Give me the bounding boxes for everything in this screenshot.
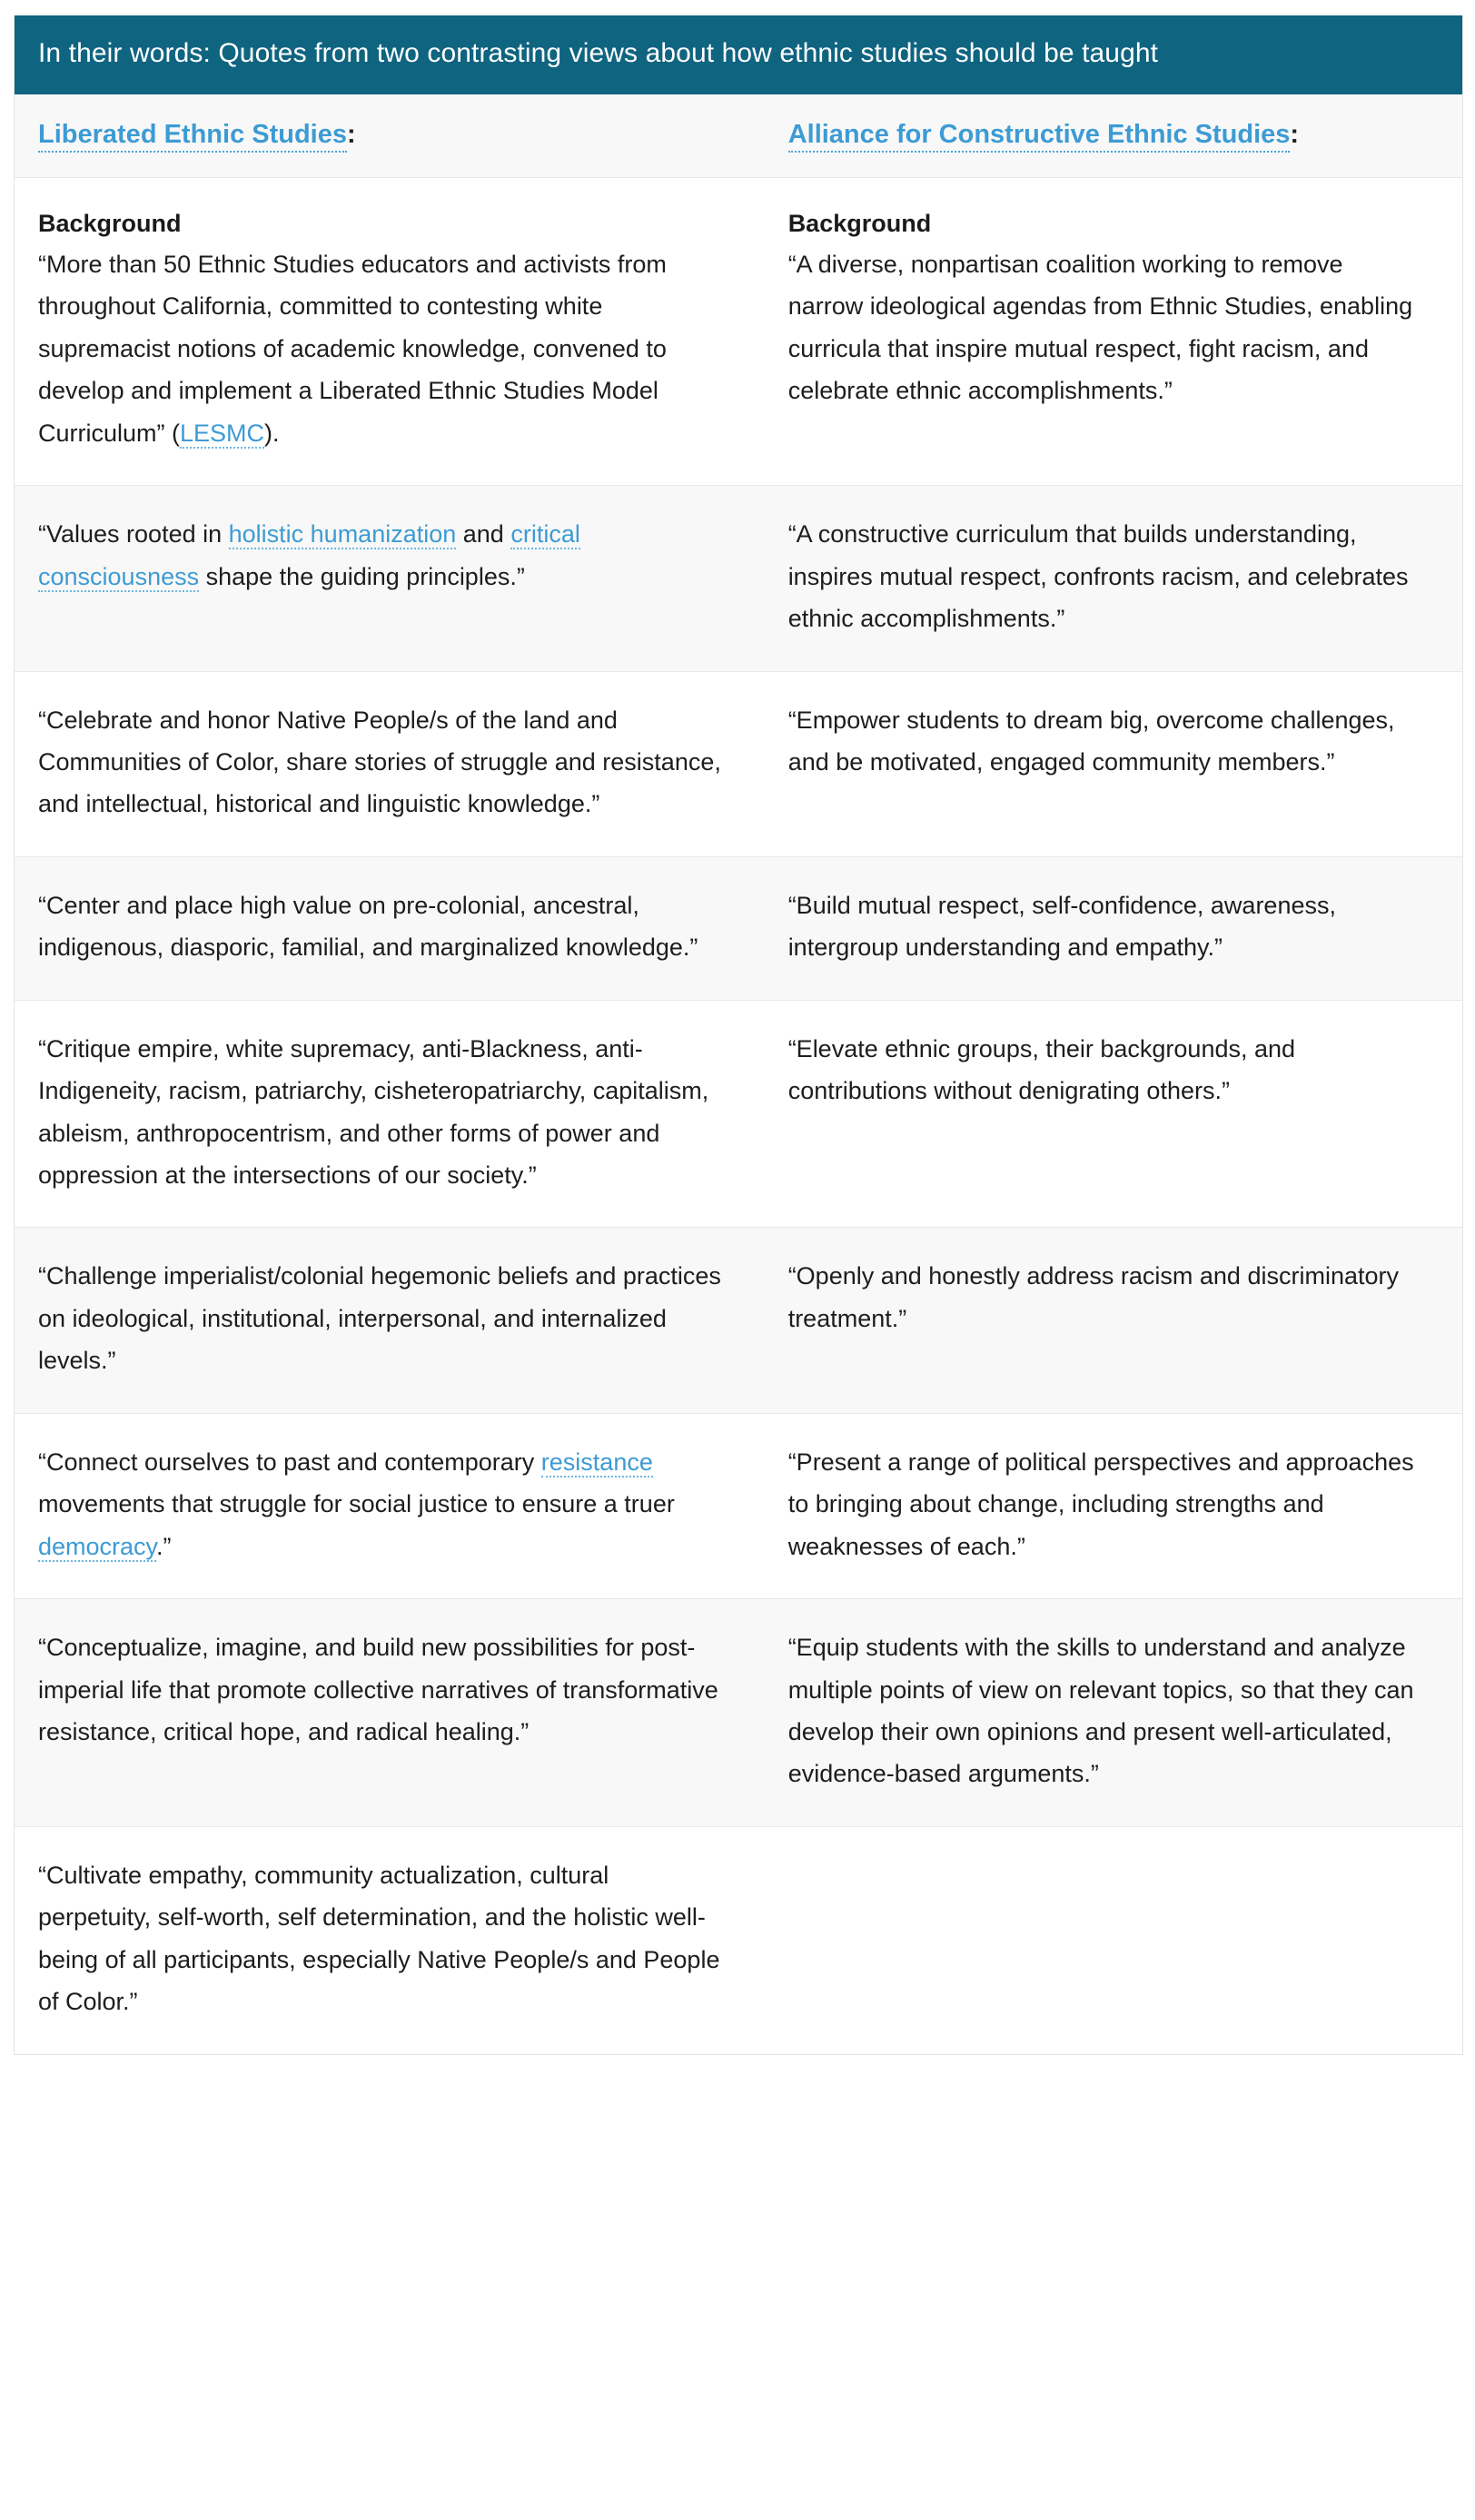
- quote-cell-text: [38, 1262, 721, 1374]
- quote-cell-left: [15, 1413, 765, 1598]
- quote-text-segment: “Celebrate and honor Native People/s of the land and Communities of Color, share stories of struggle and resistance, and intellectual, historical and linguistic knowledge.”: [38, 706, 721, 818]
- quote-text-segment: “Connect ourselves to past and contemporary: [38, 1448, 541, 1476]
- column-header-link-alliance-for-constructive-ethnic-studies[interactable]: Alliance for Constructive Ethnic Studies: [788, 120, 1291, 153]
- quote-cell-left: [15, 671, 765, 856]
- inline-link[interactable]: LESMC: [180, 419, 265, 447]
- quote-cell-text: [38, 1448, 675, 1562]
- quote-cell-text: [38, 892, 698, 961]
- quote-text-segment: “Elevate ethnic groups, their backgrounds, and contributions without denigrating others.”: [787, 1034, 1296, 1105]
- quote-cell-text: [38, 520, 580, 591]
- quote-text-segment: “Build mutual respect, self-confidence, awareness, intergroup understanding and empathy.”: [787, 891, 1336, 962]
- quote-text-segment: “Cultivate empathy, community actualization, cultural perpetuity, self-worth, self determination, and the holistic well-being of all participants, especially Native People/s and People of Color.”: [38, 1861, 720, 2016]
- quote-cell-text: [38, 1862, 719, 2015]
- quote-cell-right: [765, 486, 1462, 671]
- quote-cell-right: [765, 1000, 1462, 1228]
- quote-text-segment: “Equip students with the skills to understand and analyze multiple points of view on relevant topics, so that they can develop their own opinions and present well-articulated, evidence-based arguments.”: [787, 1634, 1414, 1788]
- column-header-colon-left: :: [347, 119, 356, 149]
- table-banner-title: In their words: Quotes from two contrasting views about how ethnic studies should be taught: [15, 15, 1462, 94]
- quote-cell-left: [15, 1599, 765, 1827]
- quote-text-segment: “Values rooted in: [38, 520, 229, 548]
- table-body: [15, 177, 1462, 2054]
- quote-text-segment: shape the guiding principles.”: [199, 562, 525, 590]
- quote-cell-text: [788, 892, 1336, 961]
- quote-text-segment: “Present a range of political perspectives and approaches to bringing about change, including strengths and weaknesses of each.”: [787, 1448, 1414, 1560]
- quote-cell-left: [15, 177, 765, 486]
- table-row: [15, 1599, 1462, 1827]
- quote-cell-text: [38, 707, 721, 818]
- table-row: [15, 1826, 1462, 2053]
- inline-link[interactable]: democracy: [38, 1532, 157, 1560]
- table-row: [15, 1228, 1462, 1413]
- quote-cell-right: [765, 856, 1462, 1000]
- table-header-row: [15, 94, 1462, 178]
- quote-text-segment: “A constructive curriculum that builds understanding, inspires mutual respect, confronts racism, and celebrates ethnic accomplishments.”: [787, 520, 1409, 633]
- quote-text-segment: “Critique empire, white supremacy, anti-Blackness, anti-Indigeneity, racism, patriarchy, cisheteropatriarchy, capitalism, ableism, anthropocentrism, and other forms of power and oppression at the intersections of our society.”: [38, 1034, 709, 1189]
- quote-cell-right: [765, 1599, 1462, 1827]
- table-row: [15, 1413, 1462, 1598]
- table-header: [15, 94, 1462, 178]
- table-row: [15, 856, 1462, 1000]
- table-row: [15, 671, 1462, 856]
- table-row: [15, 1000, 1462, 1228]
- table-row: [15, 486, 1462, 671]
- inline-link[interactable]: holistic humanization: [228, 520, 457, 548]
- quote-cell-text: [788, 707, 1395, 776]
- column-header-colon-right: :: [1290, 119, 1300, 149]
- inline-link[interactable]: resistance: [540, 1448, 653, 1476]
- quotes-table-container: [14, 15, 1463, 2055]
- quote-cell-text: [788, 520, 1409, 632]
- quote-cell-text: [788, 251, 1412, 404]
- quote-text-segment: “More than 50 Ethnic Studies educators and activists from throughout California, committed to contesting white supremacist notions of academic knowledge, convened to develop and implement a Liberated Ethnic Studies Model Curriculum” (: [38, 251, 667, 447]
- quote-cell-text: [788, 1262, 1399, 1331]
- inline-link[interactable]: critical consciousness: [38, 520, 580, 590]
- quote-cell-text: [788, 1448, 1414, 1560]
- quote-cell-text: [38, 1035, 708, 1189]
- column-header-alliance-for-constructive-ethnic-studies: [765, 94, 1462, 178]
- quote-cell-label: Background: [38, 209, 182, 237]
- quote-text-segment: .”: [156, 1532, 172, 1560]
- column-header-liberated-ethnic-studies: [15, 94, 765, 178]
- quote-text-segment: “Challenge imperialist/colonial hegemonic beliefs and practices on ideological, institutional, interpersonal, and internalized levels.”: [38, 1262, 721, 1375]
- quote-cell-left: [15, 1228, 765, 1413]
- quote-cell-left: [15, 1000, 765, 1228]
- quote-cell-right: [765, 177, 1462, 486]
- quote-cell-text: [38, 1634, 718, 1745]
- quote-text-segment: “Openly and honestly address racism and discriminatory treatment.”: [787, 1262, 1399, 1332]
- quote-text-segment: and: [456, 520, 511, 548]
- quote-text-segment: “A diverse, nonpartisan coalition working to remove narrow ideological agendas from Ethnic Studies, enabling curricula that inspire mutual respect, fight racism, and celebrate ethnic accomplishments.”: [787, 251, 1413, 405]
- quote-cell-left: [15, 486, 765, 671]
- quote-text-segment: movements that struggle for social justice to ensure a truer: [38, 1490, 675, 1518]
- quote-cell-right: [765, 1413, 1462, 1598]
- quote-cell-text: [788, 1035, 1295, 1104]
- quote-cell-left: [15, 856, 765, 1000]
- quote-text-segment: “Conceptualize, imagine, and build new possibilities for post-imperial life that promote collective narratives of transformative resistance, critical hope, and radical healing.”: [38, 1634, 718, 1745]
- column-header-link-liberated-ethnic-studies[interactable]: Liberated Ethnic Studies: [38, 120, 347, 153]
- quote-cell-text: [788, 1634, 1414, 1787]
- quote-cell-right: [765, 671, 1462, 856]
- quote-cell-label: Background: [787, 209, 932, 237]
- quote-text-segment: “Center and place high value on pre-colonial, ancestral, indigenous, diasporic, familial, and marginalized knowledge.”: [38, 891, 698, 962]
- quote-cell-right: [765, 1228, 1462, 1413]
- quote-text-segment: ).: [264, 419, 280, 447]
- quote-cell-right: [765, 1826, 1462, 2053]
- quote-text-segment: “Empower students to dream big, overcome challenges, and be motivated, engaged community members.”: [787, 706, 1395, 776]
- quotes-comparison-table: [15, 94, 1462, 2054]
- quote-cell-text: [38, 251, 667, 449]
- table-row: [15, 177, 1462, 486]
- quote-cell-left: [15, 1826, 765, 2053]
